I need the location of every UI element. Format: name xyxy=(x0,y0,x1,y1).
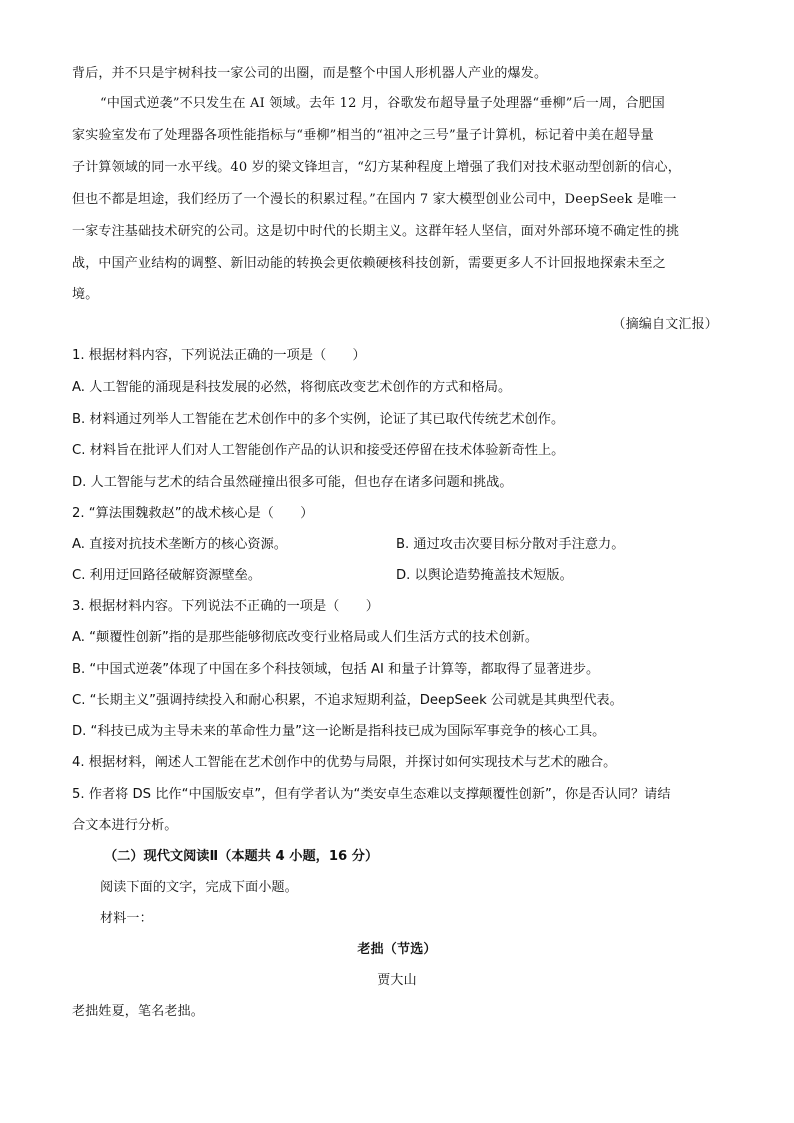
passage-line-2: “中国式逆袭”不只发生在 AI 领域。去年 12 月，谷歌发布超导量子处理器“垂柳”后一周，合肥国 xyxy=(100,96,665,111)
passage-source: （摘编自文汇报） xyxy=(612,317,718,332)
q2-option-d: D. 以舆论造势掩盖技术短版。 xyxy=(396,568,573,583)
q3-option-c: C. “长期主义”强调持续投入和耐心积累，不追求短期利益，DeepSeek 公司就是其典型代表。 xyxy=(72,693,623,708)
story-title: 老拙（节选） xyxy=(357,942,437,957)
section-instruction: 阅读下面的文字，完成下面小题。 xyxy=(100,880,298,895)
passage-line-7: 战，中国产业结构的调整、新旧动能的转换会更依赖硬核科技创新，需要更多人不计回报地探索未至之 xyxy=(72,256,667,271)
q5-stem-line-1: 5. 作者将 DS 比作“中国版安卓”，但有学者认为“类安卓生态难以支撑颠覆性创新”，你是否认同？请结 xyxy=(72,787,671,802)
q2-option-a: A. 直接对抗技术垄断方的核心资源。 xyxy=(72,537,287,552)
q3-stem: 3. 根据材料内容。下列说法不正确的一项是（ ） xyxy=(72,599,379,614)
story-first-line: 老拙姓夏，笔名老拙。 xyxy=(72,1004,205,1019)
material-label: 材料一： xyxy=(100,911,153,926)
passage-line-4: 子计算领域的同一水平线。40 岁的梁文锋坦言，“幻方某种程度上增强了我们对技术驱动型创新的信心， xyxy=(72,160,681,175)
section-heading: （二）现代文阅读Ⅱ（本题共 4 小题，16 分） xyxy=(104,849,379,864)
q4-stem: 4. 根据材料，阐述人工智能在艺术创作中的优势与局限，并探讨如何实现技术与艺术的融合。 xyxy=(72,755,617,770)
q3-option-d: D. “科技已成为主导未来的革命性力量”这一论断是指科技已成为国际军事竞争的核心工具。 xyxy=(72,724,606,739)
passage-line-3: 家实验室发布了处理器各项性能指标与“垂柳”相当的“祖冲之三号”量子计算机，标记着中美在超导量 xyxy=(72,128,654,143)
passage-line-5: 但也不都是坦途，我们经历了一个漫长的积累过程。”在国内 7 家大模型创业公司中，DeepSeek 是唯一 xyxy=(72,192,677,207)
q1-stem: 1. 根据材料内容，下列说法正确的一项是（ ） xyxy=(72,348,366,363)
q3-option-b: B. “中国式逆袭”体现了中国在多个科技领域，包括 AI 和量子计算等，都取得了显著进步。 xyxy=(72,662,600,677)
q1-option-a: A. 人工智能的涌现是科技发展的必然，将彻底改变艺术创作的方式和格局。 xyxy=(72,380,512,395)
q1-option-d: D. 人工智能与艺术的结合虽然碰撞出很多可能，但也存在诸多问题和挑战。 xyxy=(72,475,513,490)
passage-line-1: 背后，并不只是宇树科技一家公司的出圈，而是整个中国人形机器人产业的爆发。 xyxy=(72,66,548,81)
q2-stem: 2. “算法围魏救赵”的战术核心是（ ） xyxy=(72,506,314,521)
q2-option-b: B. 通过攻击次要目标分散对手注意力。 xyxy=(396,537,625,552)
story-author: 贾大山 xyxy=(377,973,417,988)
q3-option-a: A. “颠覆性创新”指的是那些能够彻底改变行业格局或人们生活方式的技术创新。 xyxy=(72,630,539,645)
q1-option-b: B. 材料通过列举人工智能在艺术创作中的多个实例，论证了其已取代传统艺术创作。 xyxy=(72,412,565,427)
q5-stem-line-2: 合文本进行分析。 xyxy=(72,818,178,833)
passage-line-6: 一家专注基础技术研究的公司。这是切中时代的长期主义。这群年轻人坚信，面对外部环境不确定性的挑 xyxy=(72,224,680,239)
q2-option-c: C. 利用迂回路径破解资源壁垒。 xyxy=(72,568,262,583)
passage-line-8: 境。 xyxy=(72,287,99,302)
q1-option-c: C. 材料旨在批评人们对人工智能创作产品的认识和接受还停留在技术体验新奇性上。 xyxy=(72,443,565,458)
